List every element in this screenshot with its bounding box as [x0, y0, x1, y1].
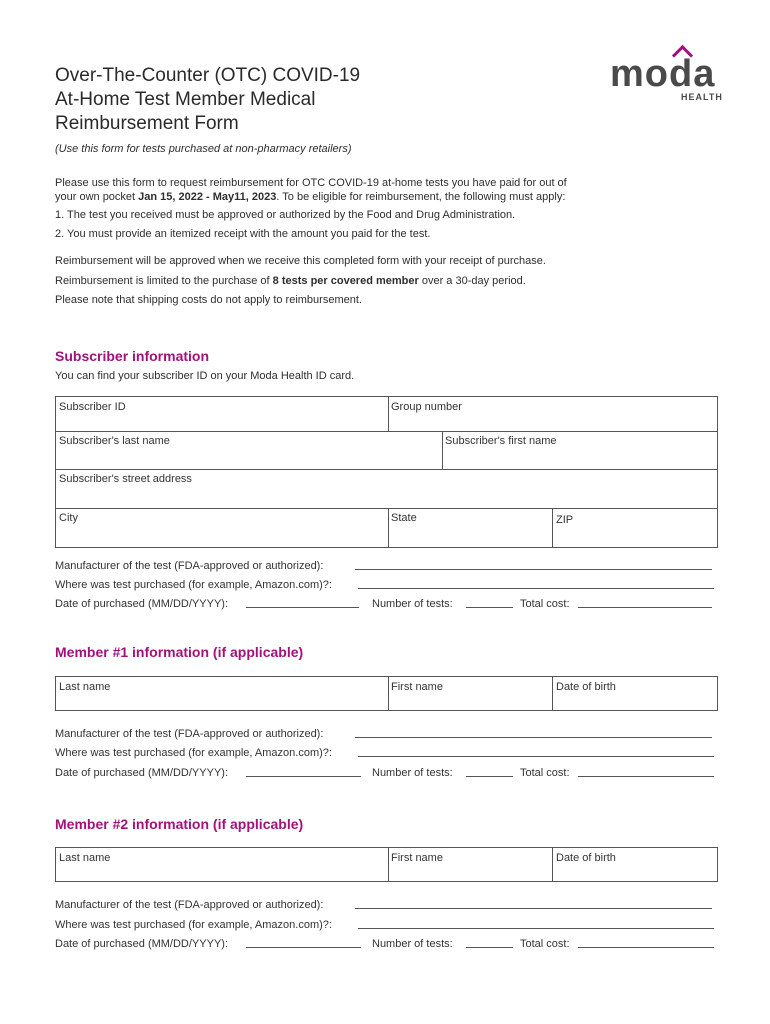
member2-heading: Member #2 information (if applicable)	[55, 816, 304, 832]
member1-heading: Member #1 information (if applicable)	[55, 644, 304, 660]
m2-manufacturer-label: Manufacturer of the test (FDA-approved or authorized):	[55, 899, 324, 911]
rule-2: 2. You must provide an itemized receipt with the amount you paid for the test.	[55, 228, 431, 240]
m1-where-input[interactable]	[358, 756, 714, 757]
subscriber-last-name-field[interactable]: Subscriber's last name	[59, 435, 170, 447]
member2-last-name-field[interactable]: Last name	[59, 852, 111, 864]
where-label: Where was test purchased (for example, Amazon.com)?:	[55, 579, 332, 591]
number-input[interactable]	[466, 607, 513, 608]
intro-line-2b: . To be eligible for reimbursement, the following must apply:	[276, 191, 566, 203]
m1-manufacturer-input[interactable]	[355, 737, 712, 738]
date-label: Date of purchased (MM/DD/YYYY):	[55, 598, 229, 610]
group-number-field[interactable]: Group number	[391, 401, 462, 413]
m1-number-input[interactable]	[466, 776, 513, 777]
intro-line-2a: your own pocket	[55, 191, 139, 203]
m1-manufacturer-label: Manufacturer of the test (FDA-approved or authorized):	[55, 728, 324, 740]
cost-label: Total cost:	[520, 598, 570, 610]
member2-first-name-field[interactable]: First name	[391, 852, 443, 864]
date-input[interactable]	[246, 607, 359, 608]
manufacturer-input[interactable]	[355, 569, 712, 570]
moda-health-logo	[610, 48, 723, 104]
title-line-1: Over-The-Counter (OTC) COVID-19	[55, 65, 361, 86]
intro-line-1: Please use this form to request reimbursement for OTC COVID-19 at-home tests you have paid for out of	[55, 177, 567, 189]
note-3: Please note that shipping costs do not apply to reimbursement.	[55, 294, 362, 306]
date-range: Jan 15, 2022 - May11, 2023	[138, 191, 277, 203]
m2-cost-label: Total cost:	[520, 938, 570, 950]
note-1: Reimbursement will be approved when we receive this completed form with your receipt of purchase.	[55, 255, 546, 267]
m2-number-label: Number of tests:	[372, 938, 453, 950]
title-line-3: Reimbursement Form	[55, 113, 239, 134]
member1-dob-field[interactable]: Date of birth	[556, 681, 616, 693]
note-2a: Reimbursement is limited to the purchase of	[55, 275, 273, 287]
street-address-field[interactable]: Subscriber's street address	[59, 473, 192, 485]
cost-input[interactable]	[578, 607, 712, 608]
m2-where-input[interactable]	[358, 928, 714, 929]
subscriber-table	[55, 396, 718, 548]
subscriber-hint: You can find your subscriber ID on your Moda Health ID card.	[55, 370, 355, 382]
m2-date-label: Date of purchased (MM/DD/YYYY):	[55, 938, 229, 950]
test-limit: 8 tests per covered member	[272, 275, 419, 287]
m2-where-label: Where was test purchased (for example, Amazon.com)?:	[55, 919, 332, 931]
logo-word: moda	[610, 53, 716, 95]
m1-date-input[interactable]	[246, 776, 361, 777]
subscriber-id-field[interactable]: Subscriber ID	[59, 401, 126, 413]
member1-last-name-field[interactable]: Last name	[59, 681, 111, 693]
note-2b: over a 30-day period.	[418, 275, 526, 287]
where-input[interactable]	[358, 588, 714, 589]
m2-manufacturer-input[interactable]	[355, 908, 712, 909]
subscriber-heading: Subscriber information	[55, 348, 210, 364]
logo-sub: HEALTH	[681, 92, 723, 102]
m2-number-input[interactable]	[466, 947, 513, 948]
m2-cost-input[interactable]	[578, 947, 714, 948]
member1-table	[55, 676, 718, 711]
m1-cost-label: Total cost:	[520, 767, 570, 779]
member2-table	[55, 847, 718, 882]
state-field[interactable]: State	[391, 512, 417, 524]
subtitle: (Use this form for tests purchased at non-pharmacy retailers)	[55, 143, 352, 155]
m1-cost-input[interactable]	[578, 776, 714, 777]
member1-first-name-field[interactable]: First name	[391, 681, 443, 693]
m1-where-label: Where was test purchased (for example, Amazon.com)?:	[55, 747, 332, 759]
manufacturer-label: Manufacturer of the test (FDA-approved or authorized):	[55, 560, 324, 572]
intro-line-2	[55, 191, 565, 204]
m1-number-label: Number of tests:	[372, 767, 453, 779]
subscriber-first-name-field[interactable]: Subscriber's first name	[445, 435, 557, 447]
title-line-2: At-Home Test Member Medical	[55, 89, 316, 110]
zip-field[interactable]: ZIP	[556, 514, 574, 526]
number-label: Number of tests:	[372, 598, 453, 610]
m1-date-label: Date of purchased (MM/DD/YYYY):	[55, 767, 229, 779]
form-title	[55, 64, 360, 136]
note-2	[55, 275, 526, 288]
m2-date-input[interactable]	[246, 947, 361, 948]
city-field[interactable]: City	[59, 512, 78, 524]
member2-dob-field[interactable]: Date of birth	[556, 852, 616, 864]
rule-1: 1. The test you received must be approved or authorized by the Food and Drug Administration.	[55, 209, 516, 221]
